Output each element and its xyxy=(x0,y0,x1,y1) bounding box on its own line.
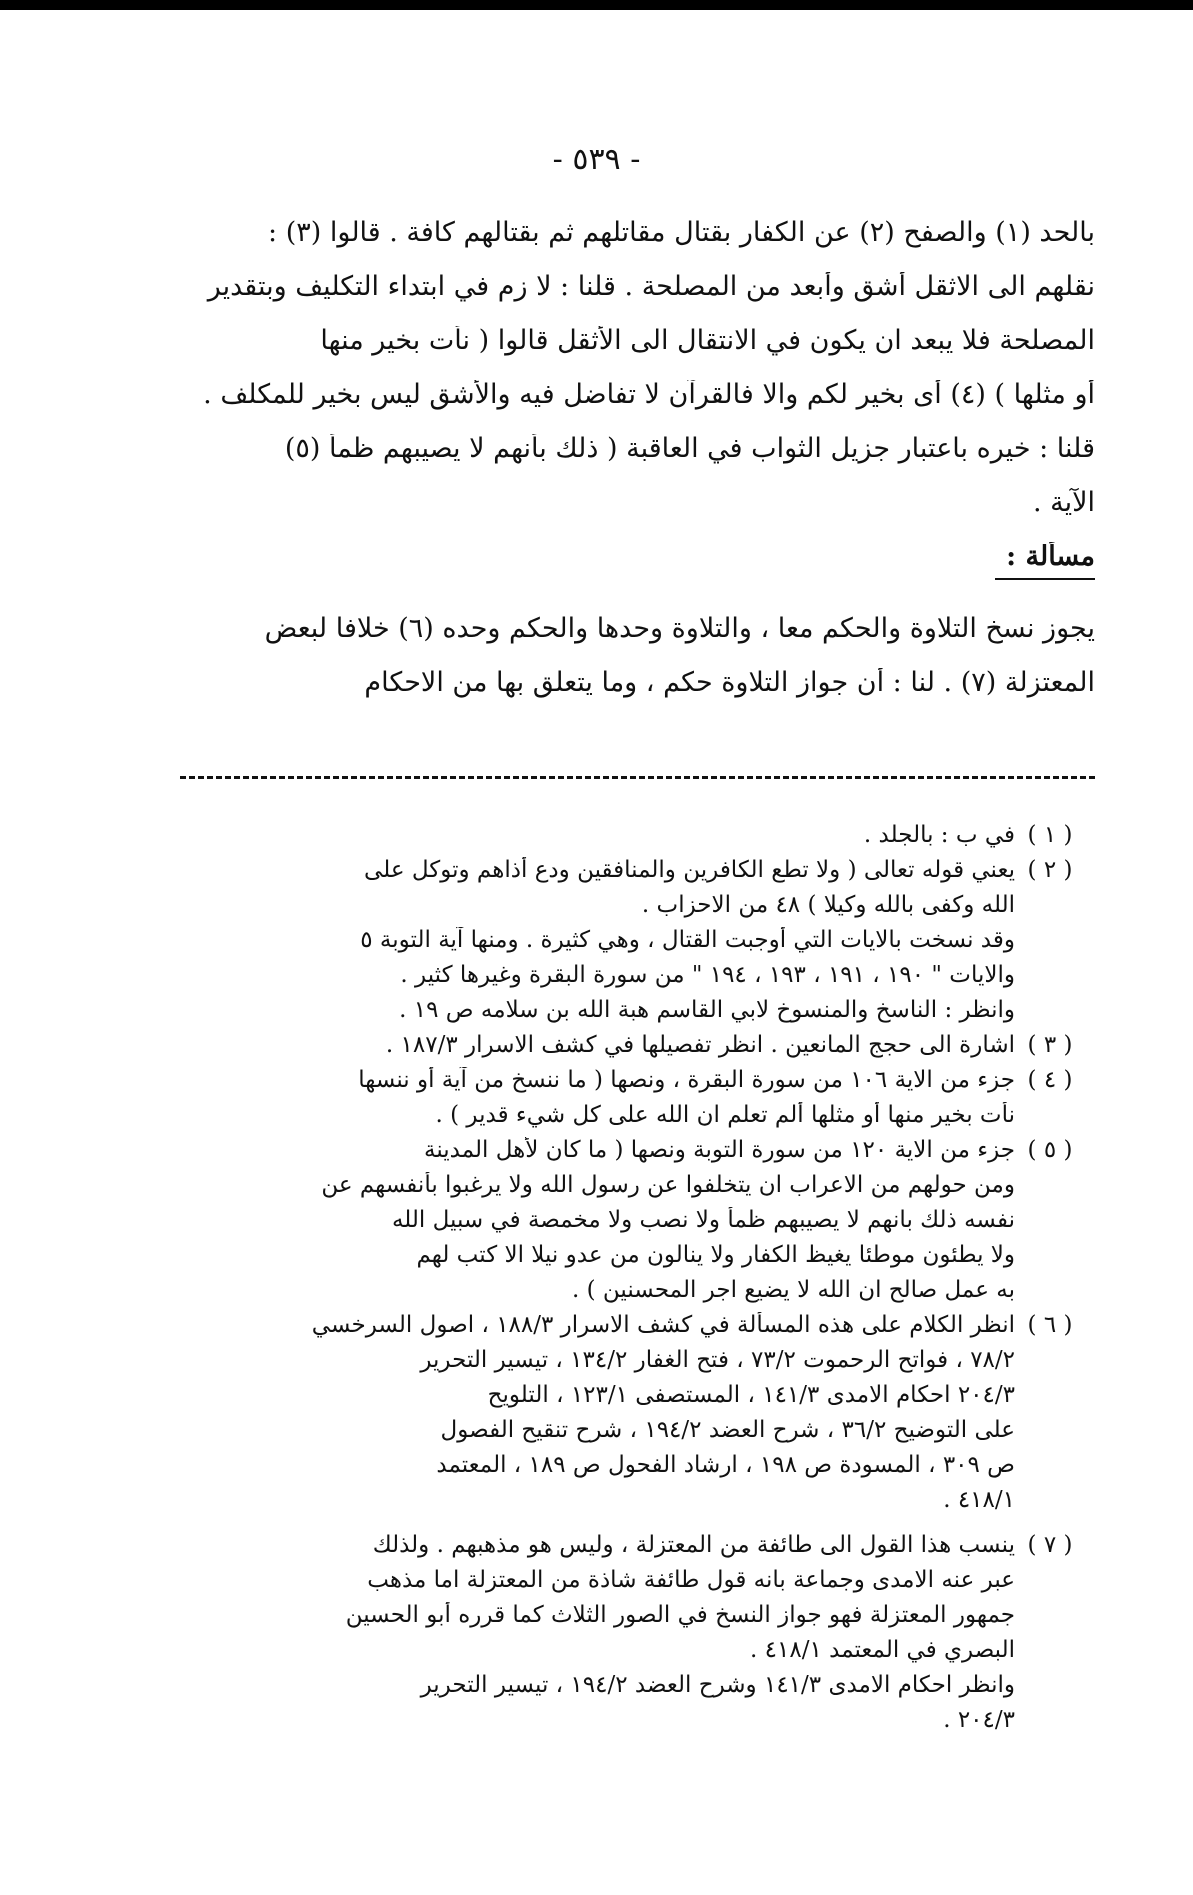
top-border xyxy=(0,0,1193,10)
footnote-7 xyxy=(160,1532,1085,1742)
footnote-line: ص ٣٠٩ ، المسودة ص ١٩٨ ، ارشاد الفحول ص ١٨٩ ، المعتمد xyxy=(436,1452,1015,1478)
footnote-line: اشارة الى حجج المانعين . انظر تفصيلها في كشف الاسرار ١٨٧/٣ . xyxy=(385,1032,1015,1058)
footnotes xyxy=(160,822,1085,1742)
footnote-number: ( ٣ ) xyxy=(1027,1032,1073,1058)
footnote-line: جزء من الاية ١٢٠ من سورة التوبة ونصها ( ما كان لأهل المدينة xyxy=(423,1137,1015,1163)
footnote-6 xyxy=(160,1312,1085,1522)
footnote-line: ينسب هذا القول الى طائفة من المعتزلة ، وليس هو مذهبهم . ولذلك xyxy=(372,1532,1015,1558)
footnote-line: ٤١٨/١ . xyxy=(943,1487,1015,1513)
footnote-3 xyxy=(160,1032,1085,1067)
body-line: أو مثلها ) (٤) أى بخير لكم والا فالقرآن لا تفاضل فيه والأشق ليس بخير للمكلف . xyxy=(203,380,1095,410)
footnote-body xyxy=(160,1312,1015,1522)
footnote-number: ( ٥ ) xyxy=(1027,1137,1073,1163)
footnote-line: الله وكفى بالله وكيلا ) ٤٨ من الاحزاب . xyxy=(641,892,1015,918)
body-line: نقلهم الى الاثقل أشق وأبعد من المصلحة . قلنا : لا زم في ابتداء التكليف وبتقدير xyxy=(207,272,1095,302)
footnote-line: ٧٨/٢ ، فواتح الرحموت ٧٣/٢ ، فتح الغفار ١٣٤/٢ ، تيسير التحرير xyxy=(420,1347,1015,1373)
body-line: بالحد (١) والصفح (٢) عن الكفار بقتال مقاتلهم ثم بقتالهم كافة . قالوا (٣) : xyxy=(268,218,1095,248)
footnote-number: ( ٢ ) xyxy=(1027,857,1073,883)
footnote-line: ٢٠٤/٣ . xyxy=(943,1707,1015,1733)
body-line: يجوز نسخ التلاوة والحكم معا ، والتلاوة وحدها والحكم وحده (٦) خلافا لبعض xyxy=(264,614,1095,644)
footnote-number: ( ٧ ) xyxy=(1027,1532,1073,1558)
body-line: المصلحة فلا يبعد ان يكون في الانتقال الى الأثقل قالوا ( نأت بخير منها xyxy=(320,326,1095,356)
body-line: قلنا : خيره باعتبار جزيل الثواب في العاقبة ( ذلك بأنهم لا يصيبهم ظمأ (٥) xyxy=(284,434,1095,464)
footnote-body xyxy=(160,1067,1015,1137)
footnote-5 xyxy=(160,1137,1085,1312)
footnote-line: عبر عنه الامدى وجماعة بانه قول طائفة شاذة من المعتزلة اما مذهب xyxy=(367,1567,1015,1593)
heading-underline xyxy=(995,578,1095,580)
footnote-gap xyxy=(160,1522,1085,1532)
footnote-line: ولا يطئون موطئا يغيظ الكفار ولا ينالون من عدو نيلا الا كتب لهم xyxy=(416,1242,1015,1268)
footnote-2 xyxy=(160,857,1085,1032)
footnote-line: جزء من الاية ١٠٦ من سورة البقرة ، ونصها ( ما ننسخ من آية أو ننسها xyxy=(358,1067,1015,1093)
footnote-line: وانظر احكام الامدى ١٤١/٣ وشرح العضد ١٩٤/٢ ، تيسير التحرير xyxy=(420,1672,1015,1698)
page-number: - ٥٣٩ - xyxy=(552,142,641,177)
footnote-line: نفسه ذلك بانهم لا يصيبهم ظمأ ولا نصب ولا مخمصة في سبيل الله xyxy=(391,1207,1015,1233)
footnote-line: يعني قوله تعالى ( ولا تطع الكافرين والمنافقين ودع أذاهم وتوكل على xyxy=(364,857,1015,883)
section-heading: مسألة : xyxy=(1006,542,1095,572)
footnote-line: في ب : بالجلد . xyxy=(863,822,1015,848)
footnote-body xyxy=(160,857,1015,1032)
footnote-number: ( ١ ) xyxy=(1027,822,1073,848)
main-text xyxy=(180,218,1095,722)
footnote-body xyxy=(160,1532,1015,1742)
footnote-line: والايات " ١٩٠ ، ١٩١ ، ١٩٣ ، ١٩٤ " من سورة البقرة وغيرها كثير . xyxy=(400,962,1015,988)
body-line: الآية . xyxy=(1032,488,1095,518)
footnote-line: ٢٠٤/٣ احكام الامدى ١٤١/٣ ، المستصفى ١٢٣/١ ، التلويح xyxy=(487,1382,1015,1408)
footnote-divider xyxy=(180,776,1095,779)
footnote-line: ومن حولهم من الاعراب ان يتخلفوا عن رسول الله ولا يرغبوا بأنفسهم عن xyxy=(321,1172,1015,1198)
footnote-line: جمهور المعتزلة فهو جواز النسخ في الصور الثلاث كما قرره أبو الحسين xyxy=(345,1602,1015,1628)
footnote-line: وانظر : الناسخ والمنسوخ لابي القاسم هبة الله بن سلامه ص ١٩ . xyxy=(399,997,1015,1023)
footnote-line: به عمل صالح ان الله لا يضيع اجر المحسنين ) . xyxy=(572,1277,1015,1303)
footnote-line: انظر الكلام على هذه المسألة في كشف الاسرار ١٨٨/٣ ، اصول السرخسي xyxy=(311,1312,1015,1338)
footnote-body xyxy=(160,1137,1015,1312)
footnote-body xyxy=(160,1032,1015,1067)
body-line: المعتزلة (٧) . لنا : أن جواز التلاوة حكم ، وما يتعلق بها من الاحكام xyxy=(364,668,1095,698)
footnote-number: ( ٦ ) xyxy=(1027,1312,1073,1338)
footnote-line: نأت بخير منها أو مثلها ألم تعلم ان الله على كل شيء قدير ) . xyxy=(435,1102,1015,1128)
footnote-4 xyxy=(160,1067,1085,1137)
footnote-line: وقد نسخت بالايات التي أوجبت القتال ، وهي كثيرة . ومنها آية التوبة ٥ xyxy=(360,927,1015,953)
footnote-body xyxy=(160,822,1015,857)
footnote-line: البصري في المعتمد ٤١٨/١ . xyxy=(750,1637,1015,1663)
footnote-line: على التوضيح ٣٦/٢ ، شرح العضد ١٩٤/٢ ، شرح تنقيح الفصول xyxy=(440,1417,1015,1443)
footnote-1 xyxy=(160,822,1085,857)
footnote-number: ( ٤ ) xyxy=(1027,1067,1073,1093)
